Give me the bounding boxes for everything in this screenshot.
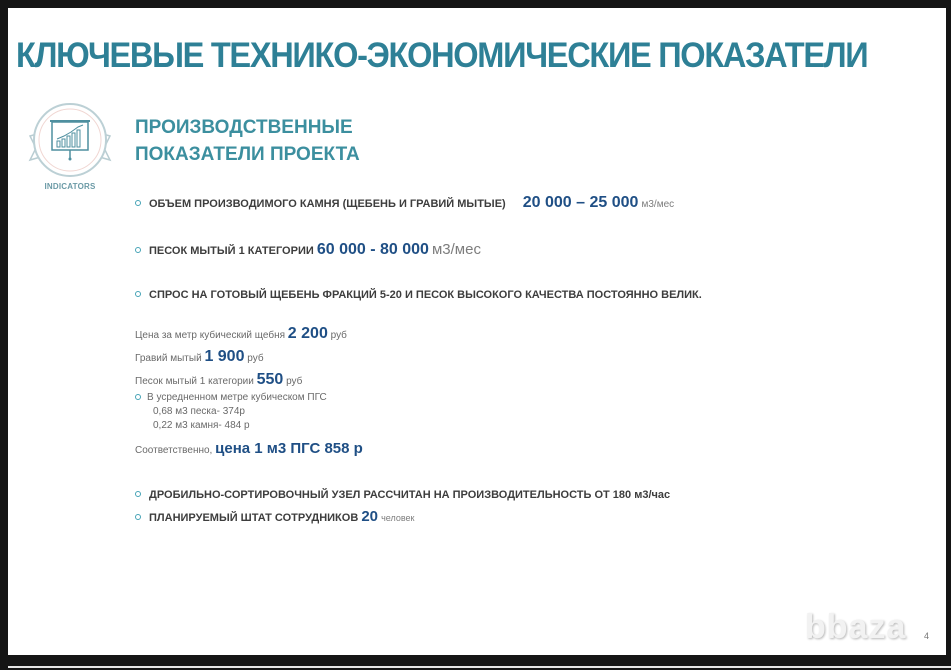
price-unit: руб: [330, 330, 347, 341]
watermark: bbaza: [805, 608, 907, 646]
bullet-circle-icon: [135, 247, 141, 253]
pgs-header: В усредненном метре кубическом ПГС: [147, 392, 327, 403]
price-crushed-stone: [135, 325, 347, 343]
bullet-crushing-unit: [135, 489, 670, 501]
conclusion-value: цена 1 м3 ПГС 858 р: [215, 440, 363, 457]
page-number: 4: [924, 631, 930, 641]
bullet-text: ОБЪЕМ ПРОИЗВОДИМОГО КАМНЯ (ЩЕБЕНЬ И ГРАВИЙ МЫТЫЕ): [149, 198, 506, 210]
frame-bottom-line: [8, 666, 951, 668]
bullet-value: 20: [361, 508, 379, 525]
price-unit: руб: [286, 376, 303, 387]
pgs-stone-line: 0,22 м3 камня- 484 р: [153, 420, 250, 431]
bullet-value: 60 000 - 80 000: [316, 241, 429, 258]
bullet-unit: человек: [381, 513, 415, 523]
bullet-text: ПЛАНИРУЕМЫЙ ШТАТ СОТРУДНИКОВ: [149, 512, 359, 524]
price-gravel: [135, 348, 264, 366]
bullet-stone-volume: [135, 194, 674, 212]
bullet-sand-volume: [135, 241, 481, 259]
indicators-badge: [24, 96, 116, 196]
bullet-circle-icon: [135, 514, 141, 520]
slide-title: КЛЮЧЕВЫЕ ТЕХНИКО-ЭКОНОМИЧЕСКИЕ ПОКАЗАТЕЛИ: [16, 36, 868, 75]
pgs-breakdown: [135, 391, 327, 433]
price-value: 1 900: [204, 348, 245, 365]
bullet-circle-icon: [135, 291, 141, 297]
price-sand: [135, 371, 302, 389]
bullet-demand: [135, 289, 702, 301]
price-unit: руб: [247, 353, 264, 364]
bullet-value: 20 000 – 25 000: [522, 194, 639, 211]
price-label: Цена за метр кубический щебня: [135, 330, 286, 341]
section-title: [135, 114, 360, 168]
price-value: 550: [256, 371, 284, 388]
pgs-sand-line: 0,68 м3 песка- 374р: [153, 406, 245, 417]
section-title-line2: ПОКАЗАТЕЛИ ПРОЕКТА: [135, 144, 360, 165]
conclusion-prefix: Соответственно,: [135, 445, 213, 456]
bullet-circle-icon: [135, 394, 141, 400]
bullet-staff: [135, 508, 414, 525]
price-value: 2 200: [287, 325, 328, 342]
bullet-circle-icon: [135, 200, 141, 206]
price-label: Песок мытый 1 категории: [135, 376, 254, 387]
bullet-text: ДРОБИЛЬНО-СОРТИРОВОЧНЫЙ УЗЕЛ РАССЧИТАН НА ПРОИЗВОДИТЕЛЬНОСТЬ ОТ 180 м3/час: [149, 489, 671, 501]
pgs-conclusion: [135, 440, 363, 457]
price-label: Гравий мытый: [135, 353, 202, 364]
bullet-circle-icon: [135, 491, 141, 497]
bullet-text: ПЕСОК МЫТЫЙ 1 КАТЕГОРИИ: [149, 245, 314, 257]
bullet-text: СПРОС НА ГОТОВЫЙ ЩЕБЕНЬ ФРАКЦИЙ 5-20 И ПЕСОК ВЫСОКОГО КАЧЕСТВА ПОСТОЯННО ВЕЛИК.: [149, 289, 702, 301]
presentation-chart-icon: [24, 96, 116, 186]
slide: [8, 8, 946, 655]
section-title-line1: ПРОИЗВОДСТВЕННЫЕ: [135, 117, 353, 138]
bullet-unit: м3/мес: [431, 241, 481, 258]
bullet-unit: м3/мес: [641, 199, 675, 210]
badge-label: INDICATORS: [44, 182, 96, 191]
